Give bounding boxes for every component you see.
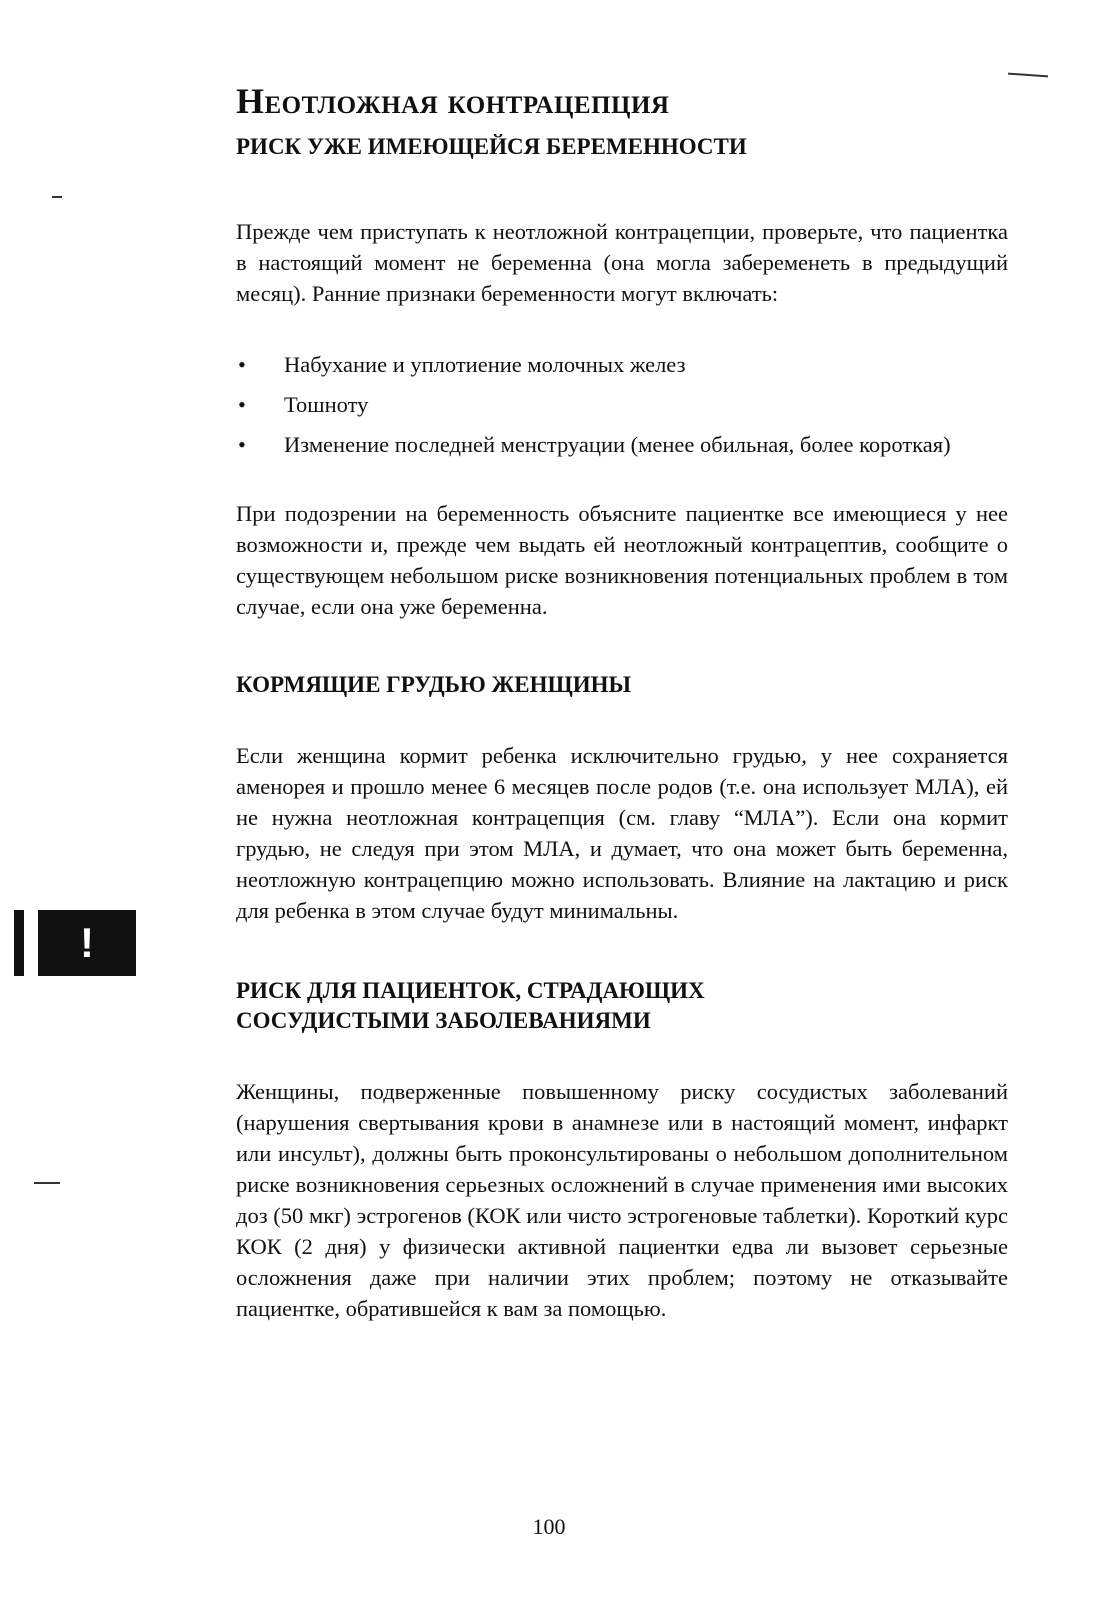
scan-artifact bbox=[1008, 73, 1048, 78]
page-number: 100 bbox=[532, 1514, 566, 1539]
nursing-paragraph: Если женщина кормит ребенка исключительно грудью, у нее сохраняется аменорея и прошло менее 6 месяцев после родов (т.е. она использует МЛА), ей не нужна неотложная контрацепция (см. главу “МЛА”). Если она кормит грудью, не следуя при этом МЛА, и думает, что она может быть беременна, неотложную контрацепцию можно использовать. Влияние на лактацию и риск для ребенка в этом случае будут минимальны. bbox=[236, 743, 1008, 923]
vascular-paragraph: Женщины, подверженные повышенному риску сосудистых заболеваний (нарушения свертывания крови в анамнезе или в настоящий момент, инфаркт или инсульт), должны быть проконсультированы о небольшом дополнительном риске возникновения серьезных осложнений в случае применения ими высоких доз (50 мкг) эстрогенов (КОК или чисто эстрогеновые таблетки). Короткий курс КОК (2 дня) у физически активной пациентки едва ли вызовет серьезные осложнения даже при наличии этих проблем; поэтому не отказывайте пациентке, обратившейся к вам за помощью. bbox=[236, 1079, 1008, 1321]
scan-artifact bbox=[52, 196, 62, 198]
bullet-icon: • bbox=[238, 352, 246, 377]
suspicion-paragraph: При подозрении на беременность объясните пациентке все имеющиеся у нее возможности и, прежде чем выдать ей неотложный контрацептив, сообщите о существующем небольшом риске возникновения потенциальных проблем в том случае, если она уже беременна. bbox=[236, 501, 1008, 619]
warning-tab bbox=[14, 910, 24, 976]
list-item-text: Тошноту bbox=[284, 392, 369, 417]
list-item bbox=[236, 429, 1008, 460]
warning-marker bbox=[14, 910, 136, 976]
list-item bbox=[236, 349, 1008, 380]
heading-line: РИСК ДЛЯ ПАЦИЕНТОК, СТРАДАЮЩИХ bbox=[236, 978, 705, 1003]
section-heading-pregnancy-risk: РИСК УЖЕ ИМЕЮЩЕЙСЯ БЕРЕМЕННОСТИ bbox=[236, 134, 747, 159]
list-item bbox=[236, 389, 1008, 420]
section-heading-vascular bbox=[236, 976, 1008, 1036]
exclamation-icon: ! bbox=[38, 910, 136, 976]
bullet-icon: • bbox=[238, 432, 246, 457]
bullet-icon: • bbox=[238, 392, 246, 417]
list-item-text: Изменение последней менструации (менее обильная, более короткая) bbox=[284, 432, 951, 457]
pregnancy-signs-list bbox=[236, 349, 1008, 460]
list-item-text: Набухание и уплотиение молочных желез bbox=[284, 352, 686, 377]
page-title: Неотложная контрацепция bbox=[236, 81, 670, 121]
heading-line: СОСУДИСТЫМИ ЗАБОЛЕВАНИЯМИ bbox=[236, 1008, 651, 1033]
intro-paragraph: Прежде чем приступать к неотложной контрацепции, проверьте, что пациентка в настоящий момент не беременна (она могла забеременеть в предыдущий месяц). Ранние признаки беременности могут включать: bbox=[236, 219, 1008, 306]
section-heading-nursing: КОРМЯЩИЕ ГРУДЬЮ ЖЕНЩИНЫ bbox=[236, 672, 632, 697]
scan-artifact bbox=[34, 1182, 60, 1184]
page-content bbox=[236, 78, 1008, 1324]
